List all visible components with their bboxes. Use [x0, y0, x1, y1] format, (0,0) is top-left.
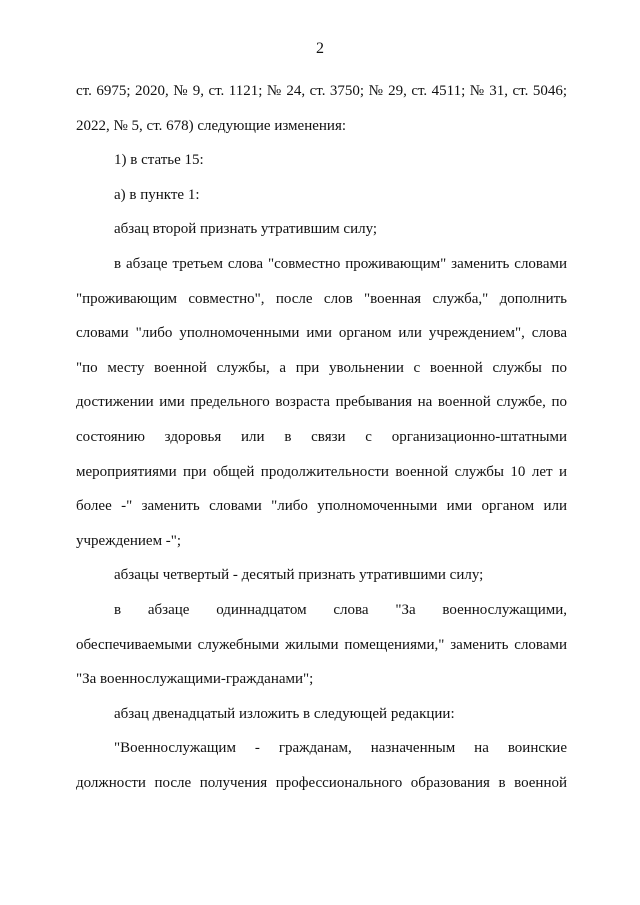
- text-line: в абзаце третьем слова "совместно проживающим" заменить словами: [114, 255, 567, 272]
- text-line: "по месту военной службы, а при увольнении с военной службы по: [76, 359, 567, 376]
- text-line: "Военнослужащим - гражданам, назначенным на воинские: [114, 740, 567, 757]
- text-line: обеспечиваемыми служебными жилыми помещениями," заменить словами: [76, 636, 567, 653]
- text-line: абзацы четвертый - десятый признать утратившими силу;: [114, 567, 484, 584]
- text-line: 2022, № 5, ст. 678) следующие изменения:: [76, 117, 347, 134]
- text-line: более -" заменить словами "либо уполномоченными ими органом или: [76, 498, 567, 515]
- text-line: должности после получения профессионального образования в военной: [76, 774, 567, 791]
- text-line: "проживающим совместно", после слов "военная служба," дополнить: [76, 290, 567, 307]
- text-line: абзац двенадцатый изложить в следующей редакции:: [114, 705, 455, 722]
- text-line: "За военнослужащими-гражданами";: [76, 671, 314, 688]
- text-line: а) в пункте 1:: [114, 186, 200, 203]
- text-line: ст. 6975; 2020, № 9, ст. 1121; № 24, ст. 3750; № 29, ст. 4511; № 31, ст. 5046;: [76, 83, 567, 99]
- text-line: достижении ими предельного возраста пребывания на военной службе, по: [76, 394, 567, 411]
- text-line: в абзаце одиннадцатом слова "За военнослужащими,: [114, 601, 567, 618]
- text-line: мероприятиями при общей продолжительности военной службы 10 лет и: [76, 463, 567, 480]
- page-number: 2: [316, 40, 324, 57]
- document-body: [76, 74, 567, 800]
- text-line: учреждением -";: [76, 532, 182, 549]
- text-line: состоянию здоровья или в связи с организационно-штатными: [76, 428, 567, 445]
- text-line: абзац второй признать утратившим силу;: [114, 221, 378, 238]
- text-line: 1) в статье 15:: [114, 152, 204, 169]
- text-line: словами "либо уполномоченными ими органом или учреждением", слова: [76, 325, 567, 342]
